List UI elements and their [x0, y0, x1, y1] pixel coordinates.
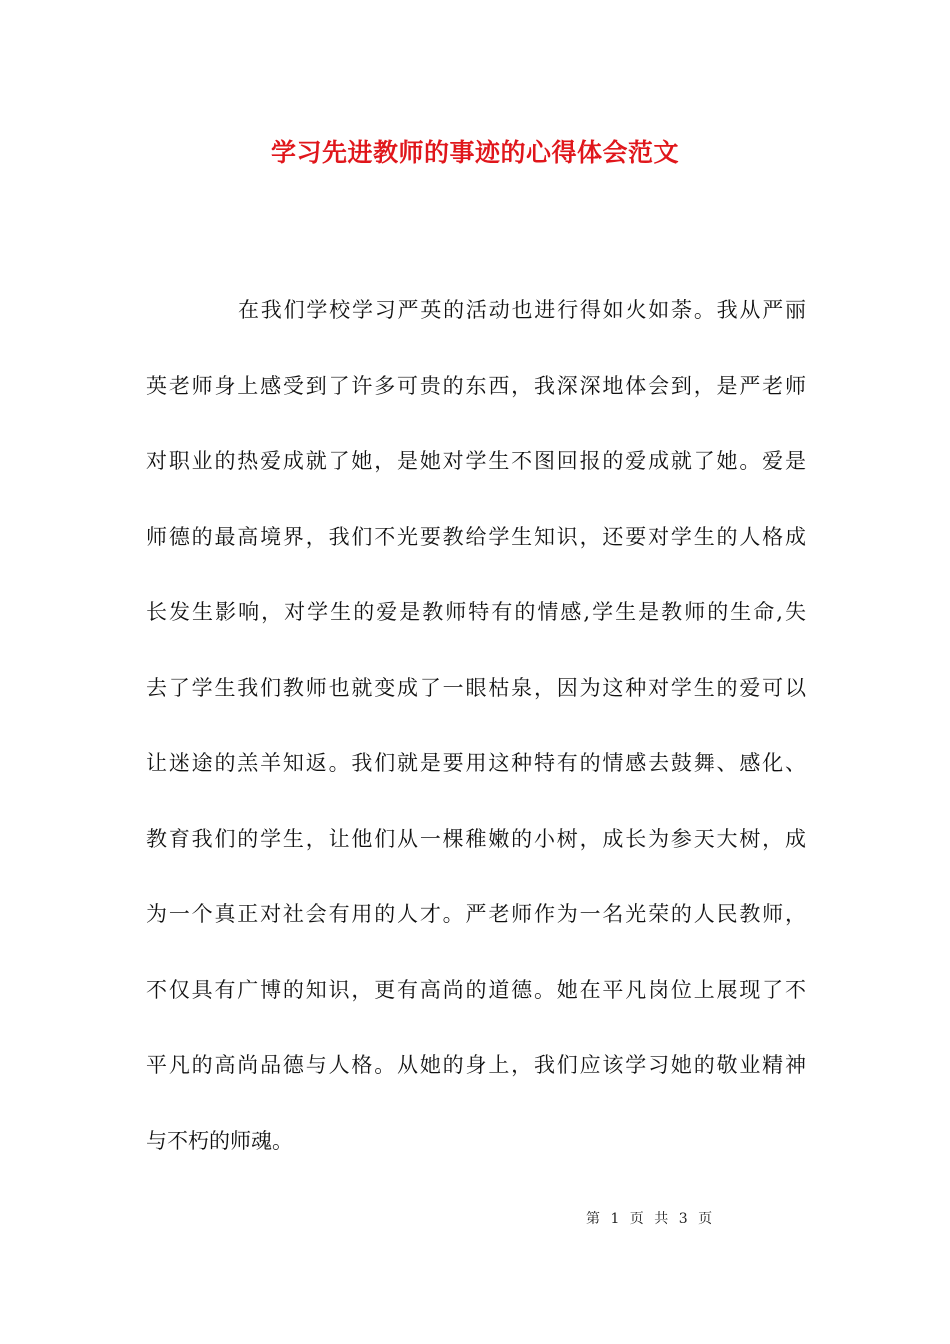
paragraph-line: 长发生影响，对学生的爱是教师特有的情感,学生是教师的生命,失 [146, 600, 806, 624]
document-title: 学习先进教师的事迹的心得体会范文 [270, 138, 679, 167]
paragraph-line: 与不朽的师魂。 [146, 1128, 293, 1153]
paragraph-line: 为一个真正对社会有用的人才。严老师作为一名光荣的人民教师， [146, 902, 806, 926]
paragraph-line: 平凡的高尚品德与人格。从她的身上，我们应该学习她的敬业精神 [146, 1053, 806, 1077]
paragraph-line: 对职业的热爱成就了她，是她对学生不图回报的爱成就了她。爱是 [146, 449, 806, 473]
paragraph-line: 师德的最高境界，我们不光要教给学生知识，还要对学生的人格成 [146, 524, 806, 549]
paragraph-line: 不仅具有广博的知识，更有高尚的道德。她在平凡岗位上展现了不 [146, 977, 806, 1002]
page-number-footer: 第 1 页 共 3 页 [586, 1211, 716, 1227]
paragraph-line: 教育我们的学生，让他们从一棵稚嫩的小树，成长为参天大树，成 [146, 826, 806, 851]
paragraph-line: 让迷途的羔羊知返。我们就是要用这种特有的情感去鼓舞、感化、 [146, 751, 806, 775]
body-paragraph [146, 273, 806, 1179]
paragraph-line: 在我们学校学习严英的活动也进行得如火如荼。我从严丽 [238, 298, 806, 322]
paragraph-line: 去了学生我们教师也就变成了一眼枯泉，因为这种对学生的爱可以 [146, 675, 806, 700]
paragraph-line: 英老师身上感受到了许多可贵的东西，我深深地体会到，是严老师 [146, 373, 806, 398]
